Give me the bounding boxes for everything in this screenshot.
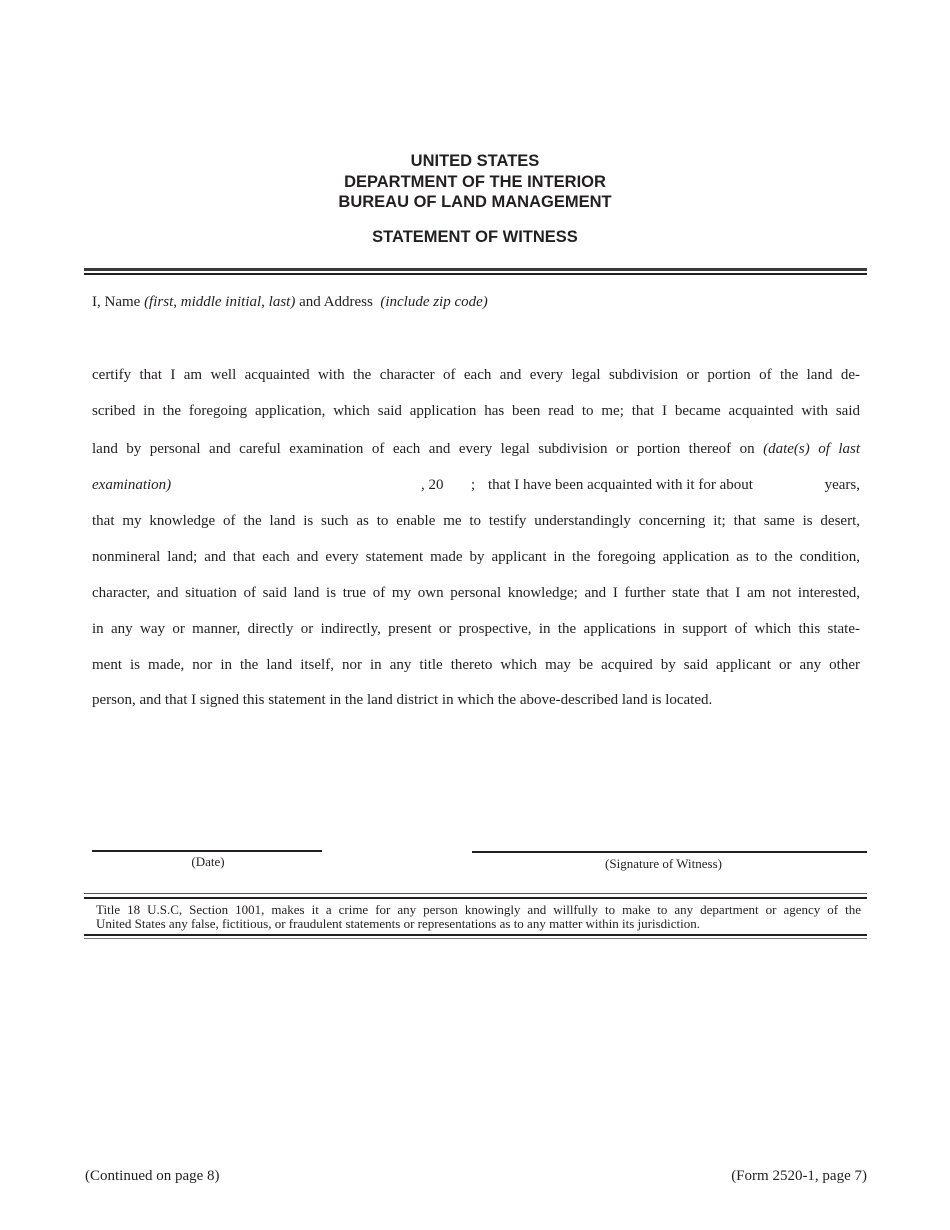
notice-bottom-border xyxy=(84,934,867,940)
statement-line: scribed in the foregoing application, which said application has been read to me; that I became acquainted with said xyxy=(92,403,860,419)
header-line-3: BUREAU OF LAND MANAGEMENT xyxy=(338,193,612,211)
name-address-label: I, Name (first, middle initial, last) and Address (include zip code) xyxy=(92,294,488,310)
statement-line-examination: examination) , 20 ; that I have been acquainted with it for about years, xyxy=(92,477,860,493)
address-hint: (include zip code) xyxy=(380,294,488,310)
header-divider xyxy=(84,268,867,274)
form-title: STATEMENT OF WITNESS xyxy=(372,228,578,246)
statement-line: land by personal and careful examination of each and every legal subdivision or portion thereof on (date(s) of last xyxy=(92,441,860,457)
statement-line: ment is made, nor in the land itself, nor in any title thereto which may be acquired by said applicant or any other xyxy=(92,657,860,673)
years-acquainted-input[interactable] xyxy=(767,475,819,495)
date-of-examination-hint: (date(s) of last xyxy=(763,441,860,457)
date-label: (Date) xyxy=(191,854,225,869)
legal-notice-line-2: United States any false, fictitious, or fraudulent statements or representations as to any matter within its jurisdiction. xyxy=(96,916,700,931)
statement-line: that my knowledge of the land is such as to enable me to testify understandingly concerning it; that same is desert, xyxy=(92,513,860,529)
examination-year-input[interactable] xyxy=(447,475,469,495)
agency-header xyxy=(0,151,950,213)
witness-signature-input[interactable] xyxy=(472,821,867,851)
statement-line: in any way or manner, directly or indirectly, present or prospective, in the applications in support of which this state- xyxy=(92,621,860,637)
form-page-number: (Form 2520-1, page 7) xyxy=(731,1168,867,1184)
examination-date-input[interactable] xyxy=(182,475,417,495)
header-line-2: DEPARTMENT OF THE INTERIOR xyxy=(344,172,606,191)
statement-line: certify that I am well acquainted with the character of each and every legal subdivision or portion of the land de- xyxy=(92,367,860,383)
witness-signature-line xyxy=(472,851,867,853)
header-line-1: UNITED STATES xyxy=(410,152,540,170)
statement-line: character, and situation of said land is true of my own personal knowledge; and I further state that I am not interested, xyxy=(92,585,860,601)
date-line xyxy=(92,850,322,852)
notice-top-border xyxy=(84,893,867,899)
continued-note: (Continued on page 8) xyxy=(85,1168,220,1184)
statement-line-last: person, and that I signed this statement in the land district in which the above-described land is located. xyxy=(92,692,713,708)
legal-notice-line-1: Title 18 U.S.C, Section 1001, makes it a crime for any person knowingly and willfully to make to any department or agency of the xyxy=(96,902,861,917)
name-address-input[interactable] xyxy=(92,315,860,355)
date-input[interactable] xyxy=(92,820,322,850)
legal-notice xyxy=(96,903,861,931)
name-hint: (first, middle initial, last) xyxy=(144,294,296,310)
statement-line: nonmineral land; and that each and every statement made by applicant in the foregoing application as to the condition, xyxy=(92,549,860,565)
witness-signature-label: (Signature of Witness) xyxy=(605,856,722,871)
